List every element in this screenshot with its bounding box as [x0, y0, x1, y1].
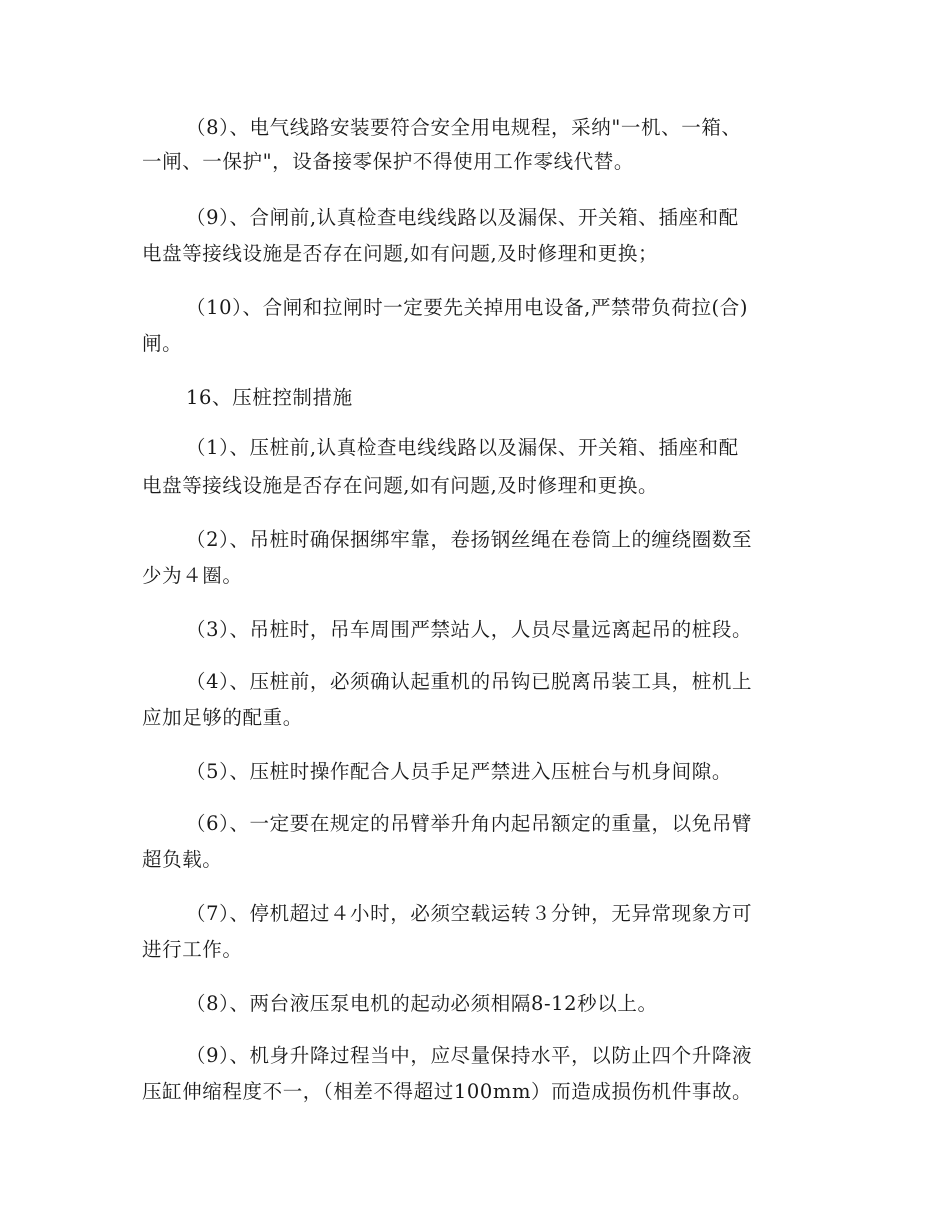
- paragraph-line: （9）、合闸前,认真检查电线线路以及漏保、开关箱、插座和配: [186, 206, 739, 229]
- paragraph-line: （8）、电气线路安装要符合安全用电规程，采纳"一机、一箱、: [186, 116, 742, 139]
- paragraph-line: 电盘等接线设施是否存在问题,如有问题,及时修理和更换。: [142, 474, 659, 497]
- paragraph-line: （6）、一定要在规定的吊臂举升角内起吊额定的重量，以免吊臂: [186, 812, 753, 835]
- paragraph-line: 闸。: [142, 332, 183, 355]
- paragraph-line: 压缸伸缩程度不一，（相差不得超过100mm）而造成损伤机件事故。: [142, 1080, 753, 1103]
- paragraph-line: （7）、停机超过４小时，必须空载运转３分钟，无异常现象方可: [186, 902, 753, 925]
- paragraph-line: （5）、压桩时操作配合人员手足严禁进入压桩台与机身间隙。: [186, 760, 732, 783]
- paragraph-line: （1）、压桩前,认真检查电线线路以及漏保、开关箱、插座和配: [186, 436, 739, 459]
- paragraph-line: （2）、吊桩时确保捆绑牢靠，卷扬钢丝绳在卷筒上的缠绕圈数至: [186, 528, 753, 551]
- paragraph-line: （4）、压桩前，必须确认起重机的吊钩已脱离吊装工具，桩机上: [186, 670, 753, 693]
- paragraph-line: 进行工作。: [142, 938, 243, 961]
- paragraph-line: （8）、两台液压泵电机的起动必须相隔8-12秒以上。: [186, 992, 658, 1015]
- paragraph-line: （3）、吊桩时，吊车周围严禁站人，人员尽量远离起吊的桩段。: [186, 618, 753, 641]
- paragraph-line: （10）、合闸和拉闸时一定要先关掉用电设备,严禁带负荷拉(合): [186, 296, 749, 319]
- paragraph-line: 少为４圈。: [142, 564, 243, 587]
- paragraph-line: （9）、机身升降过程当中，应尽量保持水平，以防止四个升降液: [186, 1044, 753, 1067]
- paragraph-line: 一闸、一保护"，设备接零保护不得使用工作零线代替。: [142, 150, 634, 173]
- paragraph-line: 应加足够的配重。: [142, 706, 303, 729]
- paragraph-line: 电盘等接线设施是否存在问题,如有问题,及时修理和更换；: [142, 242, 659, 265]
- paragraph-line: 超负载。: [142, 848, 223, 871]
- section-heading: 16、压桩控制措施: [186, 386, 353, 409]
